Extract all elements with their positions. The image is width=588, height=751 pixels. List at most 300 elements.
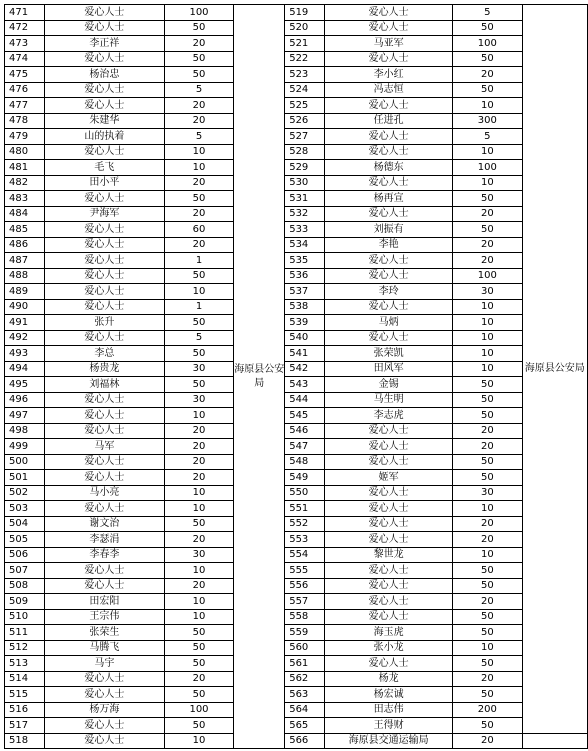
donation-amount: 5 bbox=[164, 129, 233, 145]
row-number: 544 bbox=[285, 392, 325, 408]
table-row bbox=[5, 408, 588, 424]
donation-amount: 50 bbox=[453, 454, 522, 470]
donor-name: 马小亮 bbox=[44, 485, 164, 501]
donation-amount: 10 bbox=[453, 330, 522, 346]
row-number: 535 bbox=[285, 253, 325, 269]
donor-name: 爱心人士 bbox=[44, 299, 164, 315]
donation-amount: 50 bbox=[453, 82, 522, 98]
donation-amount: 50 bbox=[164, 346, 233, 362]
donation-amount: 50 bbox=[453, 191, 522, 207]
donor-name: 李玲 bbox=[325, 284, 453, 300]
row-number: 527 bbox=[285, 129, 325, 145]
row-number: 548 bbox=[285, 454, 325, 470]
table-row bbox=[5, 36, 588, 52]
donor-name: 任进孔 bbox=[325, 113, 453, 129]
table-row bbox=[5, 609, 588, 625]
organization-right-empty bbox=[522, 733, 587, 749]
row-number: 498 bbox=[5, 423, 45, 439]
table-row bbox=[5, 5, 588, 21]
table-row bbox=[5, 222, 588, 238]
donor-name: 山的执着 bbox=[44, 129, 164, 145]
donor-name: 爱心人士 bbox=[325, 454, 453, 470]
row-number: 539 bbox=[285, 315, 325, 331]
donation-amount: 10 bbox=[164, 485, 233, 501]
donation-amount: 20 bbox=[453, 67, 522, 83]
row-number: 501 bbox=[5, 470, 45, 486]
donation-amount: 50 bbox=[164, 67, 233, 83]
organization-right-label: 海原县公安局 bbox=[524, 362, 585, 374]
donation-amount: 50 bbox=[453, 718, 522, 734]
row-number: 519 bbox=[285, 5, 325, 21]
row-number: 543 bbox=[285, 377, 325, 393]
donor-name: 爱心人士 bbox=[44, 578, 164, 594]
row-number: 477 bbox=[5, 98, 45, 114]
table-row bbox=[5, 516, 588, 532]
row-number: 528 bbox=[285, 144, 325, 160]
donor-name: 李瑟涓 bbox=[44, 532, 164, 548]
table-row bbox=[5, 67, 588, 83]
donation-amount: 20 bbox=[453, 206, 522, 222]
donor-name: 爱心人士 bbox=[325, 563, 453, 579]
row-number: 514 bbox=[5, 671, 45, 687]
donation-amount: 10 bbox=[164, 733, 233, 749]
donor-name: 田宏阳 bbox=[44, 594, 164, 610]
donor-name: 王宗伟 bbox=[44, 609, 164, 625]
row-number: 487 bbox=[5, 253, 45, 269]
row-number: 506 bbox=[5, 547, 45, 563]
donor-name: 爱心人士 bbox=[325, 423, 453, 439]
row-number: 496 bbox=[5, 392, 45, 408]
table-row bbox=[5, 160, 588, 176]
donation-amount: 10 bbox=[453, 361, 522, 377]
row-number: 518 bbox=[5, 733, 45, 749]
donation-amount: 20 bbox=[453, 733, 522, 749]
donor-name: 爱心人士 bbox=[325, 330, 453, 346]
donation-amount: 1 bbox=[164, 299, 233, 315]
table-row bbox=[5, 51, 588, 67]
donor-name: 马生明 bbox=[325, 392, 453, 408]
row-number: 484 bbox=[5, 206, 45, 222]
table-row bbox=[5, 20, 588, 36]
row-number: 562 bbox=[285, 671, 325, 687]
organization-left-label: 海原县公安局 bbox=[234, 363, 285, 389]
table-row bbox=[5, 671, 588, 687]
table-row bbox=[5, 129, 588, 145]
donor-name: 刘福林 bbox=[44, 377, 164, 393]
row-number: 493 bbox=[5, 346, 45, 362]
row-number: 523 bbox=[285, 67, 325, 83]
donor-name: 谢文治 bbox=[44, 516, 164, 532]
donation-amount: 10 bbox=[453, 315, 522, 331]
row-number: 545 bbox=[285, 408, 325, 424]
row-number: 499 bbox=[5, 439, 45, 455]
donor-name: 爱心人士 bbox=[44, 563, 164, 579]
donation-amount: 100 bbox=[453, 268, 522, 284]
donation-amount: 10 bbox=[453, 175, 522, 191]
donor-name: 杨再宣 bbox=[325, 191, 453, 207]
donation-amount: 50 bbox=[453, 392, 522, 408]
row-number: 485 bbox=[5, 222, 45, 238]
donation-amount: 10 bbox=[164, 501, 233, 517]
row-number: 537 bbox=[285, 284, 325, 300]
donor-name: 冯志恒 bbox=[325, 82, 453, 98]
row-number: 557 bbox=[285, 594, 325, 610]
donor-name: 爱心人士 bbox=[325, 129, 453, 145]
row-number: 507 bbox=[5, 563, 45, 579]
donor-name: 姬军 bbox=[325, 470, 453, 486]
donation-amount: 5 bbox=[164, 330, 233, 346]
row-number: 564 bbox=[285, 702, 325, 718]
donor-name: 爱心人士 bbox=[44, 20, 164, 36]
table-row bbox=[5, 733, 588, 749]
table-row bbox=[5, 625, 588, 641]
donation-amount: 50 bbox=[164, 640, 233, 656]
table-row bbox=[5, 299, 588, 315]
row-number: 554 bbox=[285, 547, 325, 563]
donor-name: 爱心人士 bbox=[325, 516, 453, 532]
row-number: 471 bbox=[5, 5, 45, 21]
donation-amount: 50 bbox=[453, 408, 522, 424]
row-number: 502 bbox=[5, 485, 45, 501]
donation-amount: 20 bbox=[164, 470, 233, 486]
table-row bbox=[5, 470, 588, 486]
table-row bbox=[5, 640, 588, 656]
donation-amount: 50 bbox=[453, 609, 522, 625]
table-row bbox=[5, 718, 588, 734]
donation-amount: 50 bbox=[164, 687, 233, 703]
donor-name: 李总 bbox=[44, 346, 164, 362]
table-row bbox=[5, 454, 588, 470]
row-number: 511 bbox=[5, 625, 45, 641]
row-number: 546 bbox=[285, 423, 325, 439]
donor-name: 爱心人士 bbox=[325, 656, 453, 672]
donation-amount: 100 bbox=[164, 702, 233, 718]
table-row bbox=[5, 206, 588, 222]
row-number: 520 bbox=[285, 20, 325, 36]
donation-amount: 10 bbox=[164, 594, 233, 610]
donor-name: 爱心人士 bbox=[44, 671, 164, 687]
table-row bbox=[5, 284, 588, 300]
donation-amount: 50 bbox=[453, 470, 522, 486]
donation-amount: 100 bbox=[453, 160, 522, 176]
row-number: 529 bbox=[285, 160, 325, 176]
donor-name: 杨德东 bbox=[325, 160, 453, 176]
row-number: 524 bbox=[285, 82, 325, 98]
donor-name: 爱心人士 bbox=[44, 222, 164, 238]
row-number: 490 bbox=[5, 299, 45, 315]
donation-amount: 10 bbox=[164, 144, 233, 160]
donor-name: 爱心人士 bbox=[44, 253, 164, 269]
row-number: 541 bbox=[285, 346, 325, 362]
row-number: 566 bbox=[285, 733, 325, 749]
row-number: 495 bbox=[5, 377, 45, 393]
table-row bbox=[5, 330, 588, 346]
table-row bbox=[5, 563, 588, 579]
donor-name: 李艳 bbox=[325, 237, 453, 253]
donation-amount: 50 bbox=[453, 222, 522, 238]
donation-amount: 50 bbox=[164, 516, 233, 532]
donation-amount: 10 bbox=[453, 144, 522, 160]
donor-name: 爱心人士 bbox=[44, 501, 164, 517]
donation-amount: 20 bbox=[164, 98, 233, 114]
donation-amount: 5 bbox=[164, 82, 233, 98]
donor-name: 爱心人士 bbox=[325, 594, 453, 610]
row-number: 474 bbox=[5, 51, 45, 67]
donor-name: 爱心人士 bbox=[44, 98, 164, 114]
row-number: 517 bbox=[5, 718, 45, 734]
row-number: 551 bbox=[285, 501, 325, 517]
row-number: 480 bbox=[5, 144, 45, 160]
row-number: 473 bbox=[5, 36, 45, 52]
donation-amount: 50 bbox=[164, 20, 233, 36]
table-row bbox=[5, 485, 588, 501]
donor-name: 爱心人士 bbox=[44, 144, 164, 160]
donation-amount: 50 bbox=[453, 377, 522, 393]
donation-amount: 1 bbox=[164, 253, 233, 269]
donation-amount: 10 bbox=[164, 408, 233, 424]
row-number: 530 bbox=[285, 175, 325, 191]
donor-name: 爱心人士 bbox=[44, 454, 164, 470]
donation-amount: 20 bbox=[164, 175, 233, 191]
donor-name: 爱心人士 bbox=[44, 51, 164, 67]
donor-name: 张小龙 bbox=[325, 640, 453, 656]
row-number: 553 bbox=[285, 532, 325, 548]
table-row bbox=[5, 702, 588, 718]
row-number: 513 bbox=[5, 656, 45, 672]
donation-amount: 10 bbox=[164, 609, 233, 625]
donation-amount: 50 bbox=[453, 625, 522, 641]
table-row bbox=[5, 656, 588, 672]
donor-name: 李春李 bbox=[44, 547, 164, 563]
donation-amount: 20 bbox=[164, 532, 233, 548]
row-number: 540 bbox=[285, 330, 325, 346]
row-number: 531 bbox=[285, 191, 325, 207]
donor-name: 杨龙 bbox=[325, 671, 453, 687]
donation-amount: 20 bbox=[453, 516, 522, 532]
donor-name: 张升 bbox=[44, 315, 164, 331]
donation-amount: 50 bbox=[164, 377, 233, 393]
donation-amount: 10 bbox=[453, 501, 522, 517]
row-number: 488 bbox=[5, 268, 45, 284]
row-number: 481 bbox=[5, 160, 45, 176]
donation-amount: 30 bbox=[453, 284, 522, 300]
donor-name: 爱心人士 bbox=[325, 532, 453, 548]
donor-name: 田小平 bbox=[44, 175, 164, 191]
donation-amount: 200 bbox=[453, 702, 522, 718]
row-number: 492 bbox=[5, 330, 45, 346]
row-number: 526 bbox=[285, 113, 325, 129]
donor-name: 刘振有 bbox=[325, 222, 453, 238]
table-row bbox=[5, 113, 588, 129]
row-number: 565 bbox=[285, 718, 325, 734]
donor-name: 海原县交通运输局 bbox=[325, 733, 453, 749]
row-number: 486 bbox=[5, 237, 45, 253]
donation-amount: 10 bbox=[164, 563, 233, 579]
donation-amount: 50 bbox=[164, 191, 233, 207]
donor-name: 爱心人士 bbox=[325, 20, 453, 36]
donor-name: 尹海军 bbox=[44, 206, 164, 222]
donation-amount: 50 bbox=[164, 656, 233, 672]
table-row bbox=[5, 377, 588, 393]
row-number: 552 bbox=[285, 516, 325, 532]
donation-amount: 50 bbox=[453, 687, 522, 703]
row-number: 483 bbox=[5, 191, 45, 207]
donor-name: 马炳 bbox=[325, 315, 453, 331]
table-row bbox=[5, 191, 588, 207]
donor-name: 爱心人士 bbox=[325, 144, 453, 160]
donation-amount: 20 bbox=[453, 532, 522, 548]
row-number: 505 bbox=[5, 532, 45, 548]
donation-amount: 50 bbox=[164, 718, 233, 734]
table-row bbox=[5, 687, 588, 703]
row-number: 555 bbox=[285, 563, 325, 579]
donor-name: 杨宏诚 bbox=[325, 687, 453, 703]
donation-amount: 100 bbox=[453, 36, 522, 52]
donor-name: 李正祥 bbox=[44, 36, 164, 52]
donation-amount: 50 bbox=[453, 51, 522, 67]
donor-name: 海玉虎 bbox=[325, 625, 453, 641]
donation-sheet bbox=[4, 4, 588, 749]
row-number: 475 bbox=[5, 67, 45, 83]
row-number: 532 bbox=[285, 206, 325, 222]
donation-amount: 20 bbox=[453, 423, 522, 439]
table-row bbox=[5, 82, 588, 98]
row-number: 500 bbox=[5, 454, 45, 470]
row-number: 542 bbox=[285, 361, 325, 377]
donor-name: 杨万海 bbox=[44, 702, 164, 718]
donation-amount: 100 bbox=[164, 5, 233, 21]
row-number: 563 bbox=[285, 687, 325, 703]
donor-name: 毛飞 bbox=[44, 160, 164, 176]
row-number: 489 bbox=[5, 284, 45, 300]
donation-amount: 10 bbox=[164, 284, 233, 300]
row-number: 494 bbox=[5, 361, 45, 377]
donation-amount: 10 bbox=[453, 346, 522, 362]
donation-amount: 5 bbox=[453, 129, 522, 145]
donor-name: 马军 bbox=[44, 439, 164, 455]
donor-name: 爱心人士 bbox=[44, 191, 164, 207]
donor-name: 爱心人士 bbox=[44, 423, 164, 439]
row-number: 558 bbox=[285, 609, 325, 625]
donor-name: 李小红 bbox=[325, 67, 453, 83]
donation-table bbox=[4, 4, 588, 749]
donation-amount: 20 bbox=[164, 237, 233, 253]
donor-name: 张荣凯 bbox=[325, 346, 453, 362]
donation-amount: 50 bbox=[453, 563, 522, 579]
donation-amount: 50 bbox=[453, 20, 522, 36]
row-number: 482 bbox=[5, 175, 45, 191]
donor-name: 爱心人士 bbox=[44, 237, 164, 253]
row-number: 522 bbox=[285, 51, 325, 67]
donation-amount: 20 bbox=[164, 113, 233, 129]
table-row bbox=[5, 144, 588, 160]
donor-name: 黎世龙 bbox=[325, 547, 453, 563]
donor-name: 爱心人士 bbox=[44, 268, 164, 284]
donation-amount: 300 bbox=[453, 113, 522, 129]
donation-amount: 20 bbox=[453, 253, 522, 269]
donation-amount: 50 bbox=[453, 578, 522, 594]
row-number: 556 bbox=[285, 578, 325, 594]
donation-amount: 50 bbox=[164, 315, 233, 331]
donor-name: 爱心人士 bbox=[325, 206, 453, 222]
table-row bbox=[5, 578, 588, 594]
donor-name: 杨治忠 bbox=[44, 67, 164, 83]
donation-amount: 20 bbox=[453, 237, 522, 253]
row-number: 479 bbox=[5, 129, 45, 145]
organization-right bbox=[522, 5, 587, 734]
row-number: 521 bbox=[285, 36, 325, 52]
donor-name: 爱心人士 bbox=[44, 284, 164, 300]
table-row bbox=[5, 361, 588, 377]
donor-name: 田风军 bbox=[325, 361, 453, 377]
donor-name: 爱心人士 bbox=[44, 470, 164, 486]
donor-name: 王得财 bbox=[325, 718, 453, 734]
donor-name: 马腾飞 bbox=[44, 640, 164, 656]
donation-amount: 30 bbox=[453, 485, 522, 501]
row-number: 533 bbox=[285, 222, 325, 238]
donation-amount: 20 bbox=[164, 454, 233, 470]
donation-amount: 50 bbox=[164, 51, 233, 67]
donation-amount: 20 bbox=[453, 594, 522, 610]
donation-amount: 10 bbox=[453, 98, 522, 114]
donation-amount: 20 bbox=[453, 439, 522, 455]
donor-name: 爱心人士 bbox=[325, 51, 453, 67]
row-number: 534 bbox=[285, 237, 325, 253]
donor-name: 爱心人士 bbox=[325, 253, 453, 269]
table-row bbox=[5, 98, 588, 114]
donor-name: 爱心人士 bbox=[325, 98, 453, 114]
table-row bbox=[5, 175, 588, 191]
table-row bbox=[5, 439, 588, 455]
donation-amount: 20 bbox=[164, 578, 233, 594]
row-number: 510 bbox=[5, 609, 45, 625]
donation-amount: 50 bbox=[453, 656, 522, 672]
row-number: 504 bbox=[5, 516, 45, 532]
donor-name: 马亚军 bbox=[325, 36, 453, 52]
donor-name: 爱心人士 bbox=[325, 609, 453, 625]
donor-name: 爱心人士 bbox=[44, 392, 164, 408]
donation-amount: 50 bbox=[164, 268, 233, 284]
donation-amount: 60 bbox=[164, 222, 233, 238]
donor-name: 爱心人士 bbox=[325, 501, 453, 517]
donor-name: 爱心人士 bbox=[44, 687, 164, 703]
donor-name: 爱心人士 bbox=[44, 733, 164, 749]
donor-name: 马宇 bbox=[44, 656, 164, 672]
donor-name: 爱心人士 bbox=[325, 5, 453, 21]
table-row bbox=[5, 532, 588, 548]
donor-name: 爱心人士 bbox=[44, 82, 164, 98]
donation-amount: 20 bbox=[164, 36, 233, 52]
row-number: 497 bbox=[5, 408, 45, 424]
row-number: 516 bbox=[5, 702, 45, 718]
row-number: 476 bbox=[5, 82, 45, 98]
organization-left bbox=[234, 5, 285, 749]
table-row bbox=[5, 547, 588, 563]
donor-name: 爱心人士 bbox=[325, 439, 453, 455]
donation-amount: 10 bbox=[164, 160, 233, 176]
row-number: 547 bbox=[285, 439, 325, 455]
donation-amount: 5 bbox=[453, 5, 522, 21]
table-row bbox=[5, 315, 588, 331]
table-row bbox=[5, 423, 588, 439]
row-number: 538 bbox=[285, 299, 325, 315]
donor-name: 爱心人士 bbox=[325, 485, 453, 501]
donation-amount: 30 bbox=[164, 392, 233, 408]
donation-amount: 30 bbox=[164, 547, 233, 563]
table-row bbox=[5, 253, 588, 269]
table-row bbox=[5, 392, 588, 408]
donor-name: 杨贵龙 bbox=[44, 361, 164, 377]
